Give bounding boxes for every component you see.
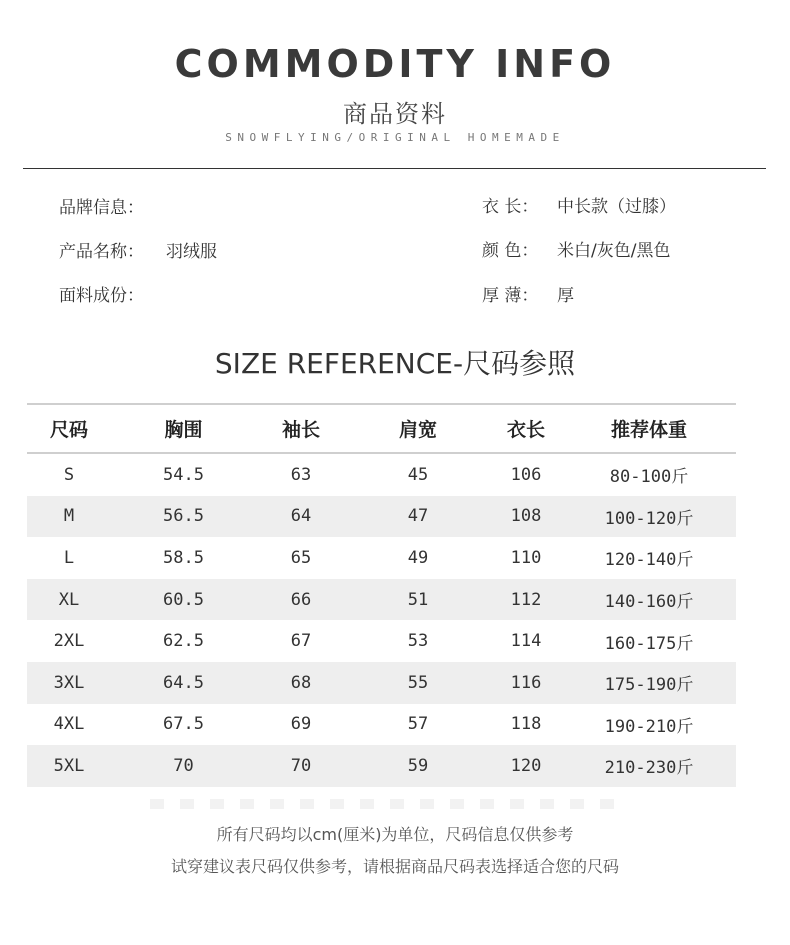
faded-text-artifact	[150, 799, 630, 809]
page-title: COMMODITY INFO	[174, 42, 616, 86]
brand-label: 品牌信息：	[59, 198, 144, 218]
header-sleeve: 袖长	[281, 419, 320, 441]
sleeve-cell: 64	[290, 506, 312, 527]
size-cell: M	[63, 506, 75, 527]
sleeve-cell: 68	[290, 672, 312, 693]
shoulder-cell: 49	[407, 547, 429, 568]
chest-cell: 54.5	[163, 464, 204, 485]
sleeve-cell: 65	[290, 547, 312, 568]
shoulder-cell: 57	[407, 714, 429, 735]
length-label: 衣 长：	[482, 197, 539, 217]
table-row	[27, 662, 736, 704]
length-cell: 120	[510, 755, 542, 776]
table-row	[27, 579, 736, 621]
header-length: 衣长	[506, 419, 545, 441]
color-value: 米白/灰色/黑色	[557, 241, 671, 261]
length-cell: 108	[510, 506, 542, 527]
product-name-value: 羽绒服	[166, 242, 217, 262]
size-cell: 4XL	[53, 714, 85, 735]
size-cell: 5XL	[53, 755, 85, 776]
table-row	[27, 454, 736, 496]
chest-cell: 58.5	[163, 547, 204, 568]
page-title-cn: 商品资料	[343, 100, 447, 128]
size-table	[27, 403, 736, 787]
length-cell: 110	[510, 547, 542, 568]
shoulder-cell: 47	[407, 506, 429, 527]
chest-cell: 70	[173, 755, 194, 776]
chest-cell: 64.5	[163, 672, 204, 693]
header-chest: 胸围	[164, 419, 203, 441]
unit-note: 所有尺码均以cm(厘米)为单位，尺码信息仅供参考	[216, 825, 574, 844]
shoulder-cell: 45	[407, 464, 429, 485]
weight-cell: 190-210斤	[604, 716, 694, 737]
table-row	[27, 745, 736, 787]
table-row	[27, 704, 736, 746]
header-shoulder: 肩宽	[398, 419, 437, 441]
table-body	[27, 454, 736, 787]
sleeve-cell: 67	[290, 631, 312, 652]
brand-subtitle: SNOWFLYING/ORIGINAL HOMEMADE	[225, 131, 565, 144]
size-cell: XL	[58, 589, 80, 610]
shoulder-cell: 53	[407, 631, 429, 652]
chest-cell: 60.5	[163, 589, 204, 610]
chest-cell: 62.5	[163, 631, 204, 652]
weight-cell: 210-230斤	[604, 758, 694, 779]
sleeve-cell: 63	[290, 464, 312, 485]
length-cell: 116	[510, 672, 542, 693]
table-row	[27, 620, 736, 662]
chest-cell: 56.5	[163, 506, 204, 527]
sleeve-cell: 69	[290, 714, 312, 735]
length-value: 中长款（过膝）	[557, 197, 676, 217]
sleeve-cell: 66	[290, 589, 312, 610]
fit-advice-note: 试穿建议表尺码仅供参考，请根据商品尺码表选择适合您的尺码	[170, 857, 619, 876]
size-reference-heading: SIZE REFERENCE-尺码参照	[214, 347, 576, 380]
thickness-label: 厚 薄：	[482, 286, 539, 306]
length-cell: 106	[510, 464, 542, 485]
fabric-label: 面料成份：	[59, 286, 144, 306]
table-header-row	[27, 405, 736, 454]
table-row	[27, 537, 736, 579]
weight-cell: 160-175斤	[604, 633, 694, 654]
header-weight: 推荐体重	[610, 419, 687, 441]
weight-cell: 100-120斤	[604, 508, 694, 529]
size-cell: 2XL	[53, 631, 85, 652]
shoulder-cell: 59	[407, 755, 429, 776]
shoulder-cell: 51	[407, 589, 429, 610]
table-row	[27, 496, 736, 538]
chest-cell: 67.5	[163, 714, 204, 735]
weight-cell: 80-100斤	[609, 467, 689, 488]
length-cell: 114	[510, 631, 542, 652]
weight-cell: 120-140斤	[604, 550, 694, 571]
weight-cell: 140-160斤	[604, 592, 694, 613]
shoulder-cell: 55	[407, 672, 429, 693]
weight-cell: 175-190斤	[604, 675, 694, 696]
length-cell: 118	[510, 714, 542, 735]
size-cell: 3XL	[53, 672, 85, 693]
product-name-label: 产品名称：	[59, 242, 144, 262]
header-divider	[23, 168, 766, 169]
sleeve-cell: 70	[290, 755, 312, 776]
thickness-value: 厚	[557, 286, 574, 306]
color-label: 颜 色：	[482, 241, 539, 261]
header-size: 尺码	[49, 419, 88, 441]
length-cell: 112	[510, 589, 542, 610]
size-cell: L	[63, 547, 75, 568]
size-cell: S	[63, 464, 75, 485]
